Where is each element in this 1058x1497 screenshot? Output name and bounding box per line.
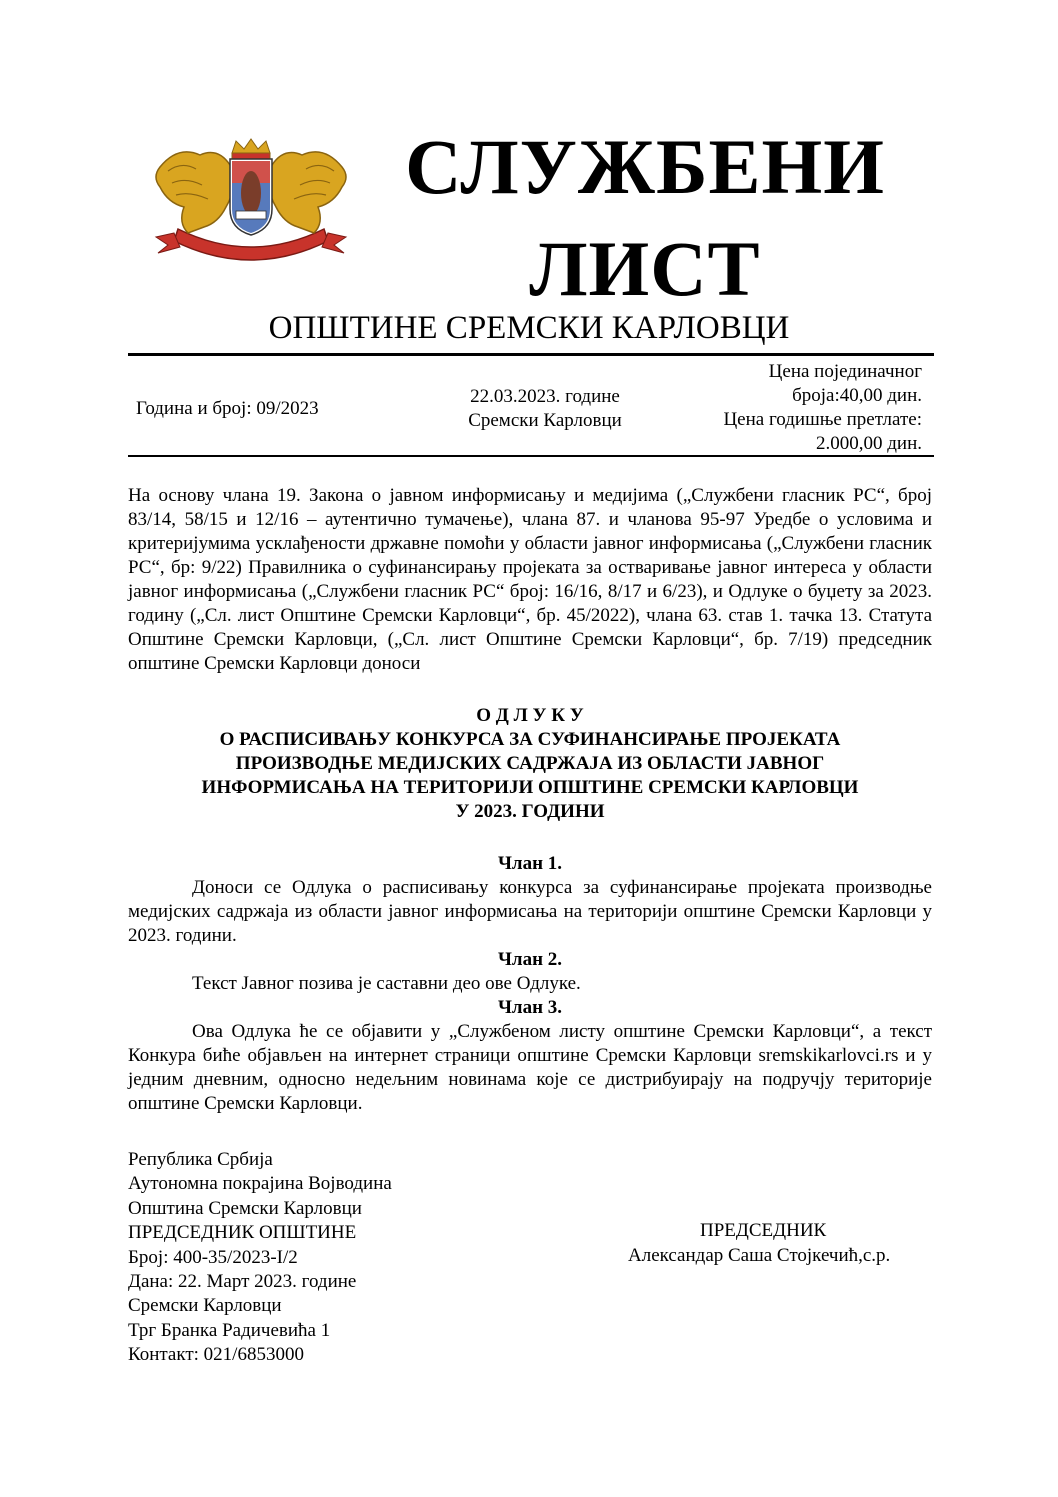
sig-line-address: Трг Бранка Радичевића 1 — [128, 1319, 331, 1341]
price-block — [640, 360, 922, 456]
intro-paragraph: На основу члана 19. Закона о јавном информисању и медијима („Службени гласник РС“, број 83/14, 58/15 и 12/16 – аутентично тумачење), члана 87. и чланова 95-97 Уредбе о условима и критеријумима усклађености државне помоћи у области јавног информисања („Службени гласник РС“, бр: 9/22) Правилника о суфинансирању пројеката за остваривање јавног интереса у области јавног информисања („Службени гласник РС“ број: 16/16, 8/17 и 6/23), и Одлуке о буџету за 2023. годину („Сл. лист Општине Сремски Карловци“, бр. 45/2022), члана 63. став 1. тачка 13. Статута Општине Сремски Карловци, („Сл. лист Општине Сремски Карловци“, бр. 7/19) председник општине Сремски Карловци доноси — [128, 485, 932, 674]
sig-line-date: Дана: 22. Март 2023. године — [128, 1271, 357, 1293]
article-2-heading: Члан 2. — [497, 949, 563, 970]
sig-line-contact: Контакт: 021/6853000 — [128, 1344, 304, 1366]
decision-title-line2: ПРОИЗВОДЊЕ МЕДИЈСКИХ САДРЖАЈА ИЗ ОБЛАСТИ ЈАВНОГ — [235, 753, 825, 774]
sig-line-office: ПРЕДСЕДНИК ОПШТИНЕ — [128, 1222, 357, 1244]
price-single-label: Цена појединачног — [768, 361, 922, 382]
sig-line-province: Аутономна покрајина Војводина — [128, 1173, 392, 1195]
signature-right-title: ПРЕДСЕДНИК — [700, 1220, 827, 1241]
price-annual-label: Цена годишње претлате: — [723, 409, 922, 430]
decision-title-line1: О РАСПИСИВАЊУ КОНКУРСА ЗА СУФИНАНСИРАЊЕ ПРОЈЕКАТА — [219, 729, 841, 750]
article-2-text: Текст Јавног позива је саставни део ове Одлуке. — [192, 973, 581, 994]
issue-place: Сремски Карловци — [468, 410, 622, 431]
masthead-title-line1: СЛУЖБЕНИ — [405, 123, 885, 210]
article-1-heading: Члан 1. — [497, 853, 563, 874]
signature-right-name: Александар Саша Стојкечић,с.р. — [628, 1245, 891, 1266]
sig-line-municipality: Општина Сремски Карловци — [128, 1197, 362, 1219]
issue-date: 22.03.2023. године — [470, 386, 620, 407]
coat-of-arms-icon — [148, 137, 354, 267]
sig-line-town: Сремски Карловци — [128, 1295, 282, 1317]
article-3-text: Ова Одлука ће се објавити у „Службеном листу општине Сремски Карловци“, а текст Конкура биће објављен на интернет страници општине Сремски Карловци sremskikarlovci.rs и у једним дневним, односно недељним новинама које се дистрибуирају на подручју територије општине Сремски Карловци. — [128, 1021, 932, 1114]
masthead-title-line2: ЛИСТ — [529, 225, 761, 312]
header-divider-bottom — [128, 455, 934, 457]
signature-left-block — [128, 1148, 548, 1368]
issue-date-block — [420, 385, 670, 433]
header-divider-top — [128, 353, 934, 356]
decision-title-line3: ИНФОРМИСАЊА НА ТЕРИТОРИЈИ ОПШТИНЕ СРЕМСКИ КАРЛОВЦИ — [201, 777, 859, 798]
sig-line-country: Република Србија — [128, 1149, 273, 1170]
masthead-subtitle: ОПШТИНЕ СРЕМСКИ КАРЛОВЦИ — [268, 310, 790, 346]
article-1-text: Доноси се Одлука о расписивању конкурса за суфинансирање пројеката производње медијских садржаја из области јавног информисања на територији општине Сремски Карловци у 2023. години. — [128, 877, 932, 946]
decision-word: О Д Л У К У — [476, 705, 584, 726]
price-annual-value: 2.000,00 дин. — [815, 433, 922, 454]
issue-number: Година и број: 09/2023 — [136, 398, 319, 419]
price-single-value: броја:40,00 дин. — [792, 385, 922, 406]
decision-title — [128, 704, 932, 824]
sig-line-number: Број: 400-35/2023-I/2 — [128, 1246, 298, 1268]
decision-title-line4: У 2023. ГОДИНИ — [455, 801, 605, 822]
article-3-heading: Члан 3. — [497, 997, 563, 1018]
